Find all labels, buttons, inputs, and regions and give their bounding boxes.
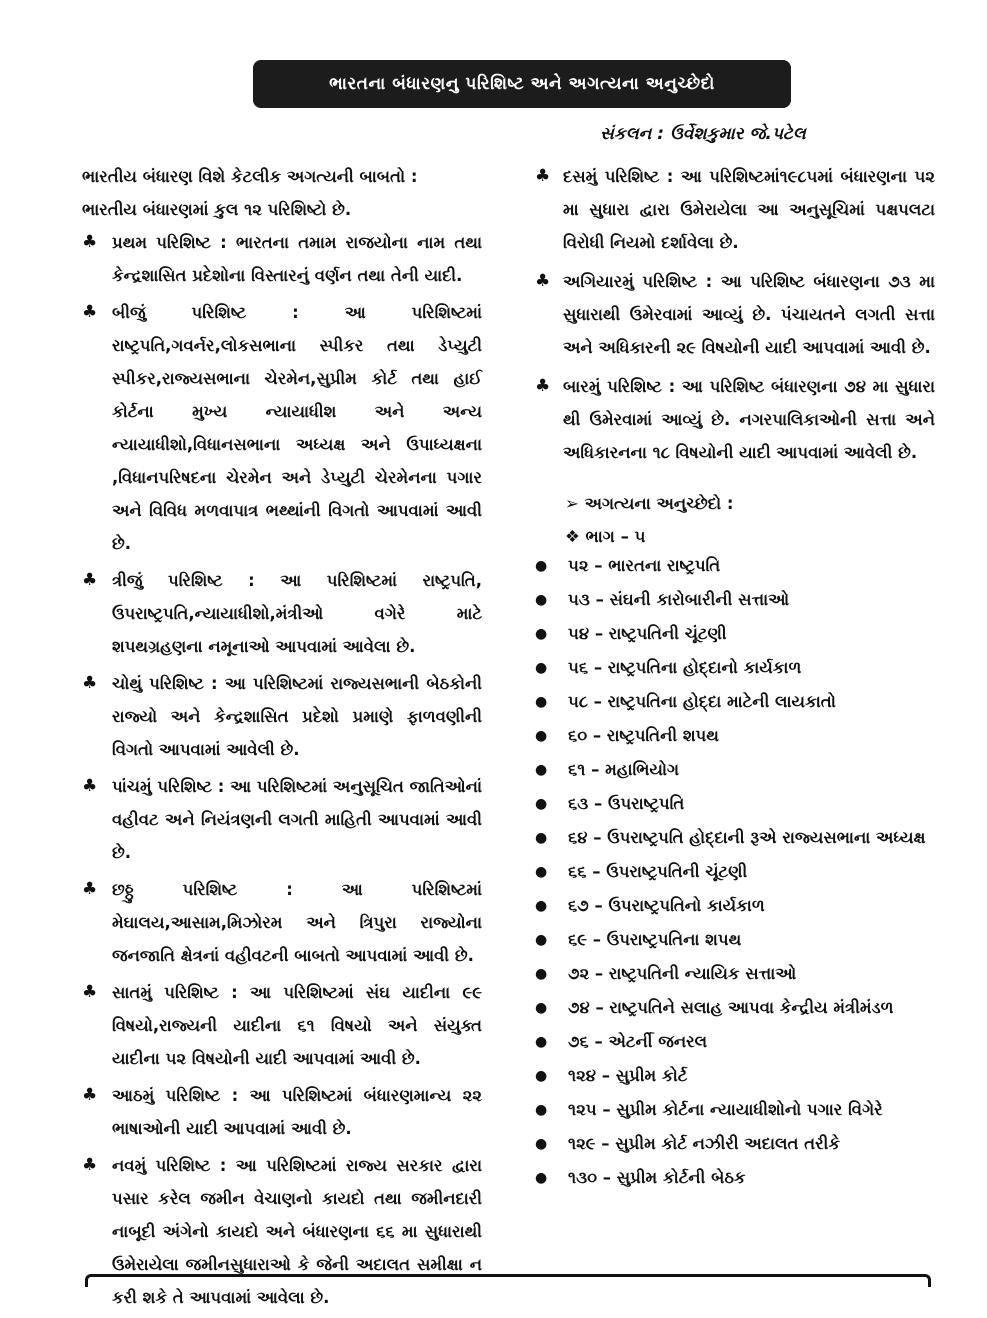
bullet-icon: ● <box>535 1102 548 1118</box>
left-column <box>82 160 482 1318</box>
article-text: ૧૨૯ – સુપ્રીમ કોર્ટ નઝીરી અદાલત તરીકે <box>568 1134 841 1153</box>
bullet-icon: ● <box>535 626 548 642</box>
article-item <box>535 1131 935 1157</box>
article-item <box>535 1097 935 1123</box>
article-text: ૫૨ – ભારતના રાષ્ટ્રપતિ <box>568 556 721 575</box>
bullet-icon: ● <box>535 864 548 880</box>
article-item <box>535 791 935 817</box>
schedule-item <box>535 370 935 469</box>
article-item <box>535 621 935 647</box>
schedule-item-text: સાતમું પરિશિષ્ટ : આ પરિશિષ્ટમાં સંઘ યાદીના ૯૯ વિષયો,રાજ્યની યાદીના ૬૧ વિષયો અને સંયુક્ત યાદીના ૫૨ વિષયોની યાદી આપવામાં આવી છે. <box>112 983 482 1068</box>
club-icon: ♣ <box>82 302 98 322</box>
schedule-item-text: ત્રીજું પરિશિષ્ટ : આ પરિશિષ્ટમાં રાષ્ટ્રપતિ, ઉપરાષ્ટ્રપતિ,ન્યાયાધીશો,મંત્રીઓ વગેરે માટે શપથગ્રહણના નમૂનાઓ આપવામાં આવેલા છે. <box>112 571 482 656</box>
club-icon: ♣ <box>82 776 98 796</box>
club-icon: ♣ <box>82 1085 98 1105</box>
intro-total: ભારતીય બંધારણમાં કુલ ૧૨ પરિશિષ્ટો છે. <box>82 200 352 219</box>
schedule-item-text: છઠ્ઠુ પરિશિષ્ટ : આ પરિશિષ્ટમાં મેઘાલય,આસામ,મિઝોરમ અને ત્રિપુરા રાજ્યોના જનજાતિ ક્ષેત્રનાં વહીવટની બાબતો આપવામાં આવી છે. <box>112 880 482 965</box>
article-text: ૫૪ – રાષ્ટ્રપતિની ચૂંટણી <box>568 624 727 643</box>
article-text: ૬૪ – ઉપરાષ્ટ્રપતિ હોદ્દાની રૂએ રાજ્યસભાના અધ્યક્ષ <box>568 828 926 847</box>
article-text: ૧૨૪ – સુપ્રીમ કોર્ટ <box>568 1066 688 1085</box>
article-item <box>535 995 935 1021</box>
title-banner <box>253 60 791 108</box>
club-icon: ♣ <box>535 376 551 396</box>
schedule-item <box>535 160 935 259</box>
article-item <box>535 1029 935 1055</box>
article-item <box>535 757 935 783</box>
schedule-item <box>82 296 482 560</box>
club-icon: ♣ <box>535 271 551 291</box>
article-item <box>535 927 935 953</box>
schedule-item <box>82 1079 482 1145</box>
schedule-item <box>82 1149 482 1314</box>
article-item <box>535 825 935 851</box>
article-item <box>535 1063 935 1089</box>
article-item <box>535 859 935 885</box>
bullet-icon: ● <box>535 660 548 676</box>
article-text: ૬૧ – મહાભિયોગ <box>568 760 680 779</box>
bottom-border <box>85 1274 931 1287</box>
club-icon: ♣ <box>82 982 98 1002</box>
article-text: ૭૨ – રાષ્ટ્રપતિની ન્યાયિક સત્તાઓ <box>568 964 797 983</box>
article-item <box>535 893 935 919</box>
page-title: ભારતના બંધારણનુ પરિશિષ્ટ અને અગત્યના અનુચ્છેદો <box>329 74 715 94</box>
schedule-item-text: બારમું પરિશિષ્ટ : આ પરિશિષ્ટ બંધારણના ૭૪ મા સુધારા થી ઉમેરવામાં આવ્યું છે. નગરપાલિકાઓની સત્તા અને અધિકારનના ૧૮ વિષયોની યાદી આપવામાં આવેલી છે. <box>563 377 935 462</box>
bullet-icon: ● <box>535 1034 548 1050</box>
bullet-icon: ● <box>535 558 548 574</box>
bullet-icon: ● <box>535 966 548 982</box>
schedule-item-text: અગિયારમું પરિશિષ્ટ : આ પરિશિષ્ટ બંધારણના ૭૩ મા સુધારાથી ઉમેરવામાં આવ્યું છે. પંચાયતને લગતી સત્તા અને અધિકારની ૨૯ વિષયોની યાદી આપવામાં આવી છે. <box>563 272 935 357</box>
schedule-item <box>82 226 482 292</box>
article-item <box>535 553 935 579</box>
club-icon: ♣ <box>82 570 98 590</box>
club-icon: ♣ <box>82 1155 98 1175</box>
schedule-item <box>82 770 482 869</box>
bullet-icon: ● <box>535 1170 548 1186</box>
articles-list <box>535 553 935 1191</box>
article-text: ૧૩૦ – સુપ્રીમ કોર્ટની બેઠક <box>568 1168 746 1187</box>
club-icon: ♣ <box>535 166 551 186</box>
bullet-icon: ● <box>535 1136 548 1152</box>
compiler-credit: સંકલન : ઉર્વેશકુમાર જે.પટેલ <box>600 124 806 144</box>
article-text: ૫૩ – સંઘની કારોબારીની સત્તાઓ <box>568 590 790 609</box>
schedule-item-text: પાંચમું પરિશિષ્ટ : આ પરિશિષ્ટમાં અનુસૂચિત જાતિઓનાં વહીવટ અને નિયંત્રણની લગતી માહિતી આપવામાં આવી છે. <box>112 777 482 862</box>
article-item <box>535 587 935 613</box>
schedule-item <box>82 667 482 766</box>
bullet-icon: ● <box>535 694 548 710</box>
schedule-item-text: દસમું પરિશિષ્ટ : આ પરિશિષ્ટમાં૧૯૮૫માં બંધારણના ૫૨ મા સુધારા દ્વારા ઉમેરાયેલા આ અનુસૂચિમાં પક્ષપલટા વિરોધી નિયમો દર્શાવેલા છે. <box>563 167 935 252</box>
intro-heading: ભારતીય બંધારણ વિશે કેટલીક અગત્યની બાબતો : <box>82 167 418 186</box>
article-text: ૫૮ – રાષ્ટ્રપતિના હોદ્દા માટેની લાયકાતો <box>568 692 836 711</box>
article-text: ૬૭ – ઉપરાષ્ટ્રપતિનો કાર્યકાળ <box>568 896 765 915</box>
article-text: ૭૬ – એટર્ની જનરલ <box>568 1032 708 1051</box>
schedule-list-left <box>82 226 482 1314</box>
article-item <box>535 689 935 715</box>
article-item <box>535 723 935 749</box>
schedule-item-text: નવમું પરિશિષ્ટ : આ પરિશિષ્ટમાં રાજ્ય સરકાર દ્વારા પસાર કરેલ જમીન વેચાણનો કાયદો તથા જમીનદારી નાબૂદી અંગેનો કાયદો અને બંધારણના ૬૬ મા સુધારાથી ઉમેરાયેલા જમીનસુધારાઓ કે જેની અદાલત સમીક્ષા ન કરી શકે તે આપવામાં આવેલા છે. <box>112 1156 482 1307</box>
article-text: ૬૩ – ઉપરાષ્ટ્રપતિ <box>568 794 685 813</box>
bullet-icon: ● <box>535 898 548 914</box>
schedule-item-text: પ્રથમ પરિશિષ્ટ : ભારતના તમામ રાજયોના નામ તથા કેન્દ્રશાસિત પ્રદેશોના વિસ્તારનું વર્ણન તથા તેની યાદી. <box>112 233 482 285</box>
article-text: ૭૪ – રાષ્ટ્રપતિને સલાહ આપવા કેન્દ્રીય મંત્રીમંડળ <box>568 998 894 1017</box>
schedule-item <box>535 265 935 364</box>
article-item <box>535 1165 935 1191</box>
schedule-item-text: ચોથું પરિશિષ્ટ : આ પરિશિષ્ટમાં રાજ્યસભાની બેઠકોની રાજ્યો અને કેન્દ્રશાસિત પ્રદેશો પ્રમાણે ફાળવણીની વિગતો આપવામાં આવેલી છે. <box>112 674 482 759</box>
bullet-icon: ● <box>535 728 548 744</box>
article-text: ૬૦ – રાષ્ટ્રપતિની શપથ <box>568 726 719 745</box>
schedule-item-text: બીજું પરિશિષ્ટ : આ પરિશિષ્ટમાં રાષ્ટ્રપતિ,ગવર્નર,લોકસભાના સ્પીકર તથા ડેપ્યુટી સ્પીકર,રાજ્યસભાના ચેરમેન,સુપ્રીમ કોર્ટ તથા હાઈ કોર્ટના મુખ્ય ન્યાયાધીશ અને અન્ય ન્યાયાધીશો,વિધાનસભાના અધ્યક્ષ અને ઉપાધ્યક્ષના ,વિધાનપરિષદના ચેરમેન અને ડેપ્યુટી ચેરમેનના પગાર અને વિવિધ મળવાપાત્ર ભથ્થાંની વિગતો આપવામાં આવી છે. <box>112 303 482 553</box>
schedule-item-text: આઠમું પરિશિષ્ટ : આ પરિશિષ્ટમાં બંધારણમાન્ય ૨૨ ભાષાઓની યાદી આપવામાં આવી છે. <box>112 1086 482 1138</box>
article-text: ૧૨૫ – સુપ્રીમ કોર્ટના ન્યાયાધીશોનો પગાર વિગેરે <box>568 1100 883 1119</box>
article-text: ૬૯ – ઉપરાષ્ટ્રપતિના શપથ <box>568 930 742 949</box>
bullet-icon: ● <box>535 830 548 846</box>
articles-heading: ➢ અગત્યના અનુચ્છેદો : <box>565 494 734 513</box>
schedule-item <box>82 873 482 972</box>
bullet-icon: ● <box>535 1068 548 1084</box>
article-item <box>535 655 935 681</box>
schedule-item <box>82 976 482 1075</box>
bullet-icon: ● <box>535 1000 548 1016</box>
club-icon: ♣ <box>82 673 98 693</box>
club-icon: ♣ <box>82 879 98 899</box>
part-label: ❖ ભાગ – ૫ <box>565 527 646 546</box>
bullet-icon: ● <box>535 592 548 608</box>
right-column <box>535 160 935 1199</box>
article-item <box>535 961 935 987</box>
bullet-icon: ● <box>535 796 548 812</box>
schedule-list-right <box>535 160 935 469</box>
schedule-item <box>82 564 482 663</box>
club-icon: ♣ <box>82 232 98 252</box>
bullet-icon: ● <box>535 762 548 778</box>
bullet-icon: ● <box>535 932 548 948</box>
article-text: ૬૬ – ઉપરાષ્ટ્રપતિની ચૂંટણી <box>568 862 748 881</box>
article-text: ૫૬ – રાષ્ટ્રપતિના હોદ્દાનો કાર્યકાળ <box>568 658 802 677</box>
